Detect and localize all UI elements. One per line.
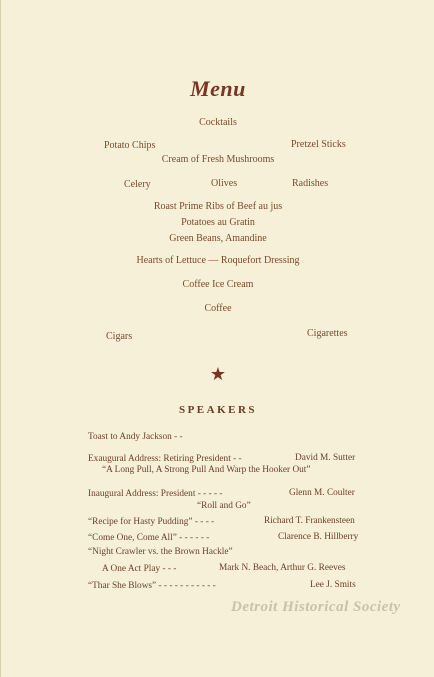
watermark: Detroit Historical Society: [231, 599, 401, 615]
speaker-night-crawler-title: “Night Crawler vs. the Brown Hackle”: [88, 547, 233, 557]
speaker-come-one-name: Clarence B. Hillberry: [278, 532, 359, 542]
speaker-thar-she-blows-title: “Thar She Blows” - - - - - - - - - - -: [88, 581, 216, 591]
menu-item-potatoes: Potatoes au Gratin: [181, 217, 255, 228]
speaker-come-one-title: “Come One, Come All” - - - - - -: [88, 533, 210, 543]
menu-item-roast: Roast Prime Ribs of Beef au jus: [153, 201, 283, 212]
menu-title: Menu: [190, 76, 246, 101]
menu-item-coffee: Coffee: [204, 303, 232, 314]
menu-item-potato-chips: Potato Chips: [104, 140, 156, 151]
menu-item-salad: Hearts of Lettuce — Roquefort Dressing: [136, 255, 300, 266]
speaker-exaugural-name: David M. Sutter: [295, 453, 356, 463]
speaker-hasty-pudding-name: Richard T. Frankensteen: [264, 516, 355, 526]
speaker-inaugural-label: Inaugural Address: President - - - - -: [88, 489, 223, 499]
menu-item-olives: Olives: [211, 178, 238, 189]
star-icon: ★: [209, 364, 227, 384]
speaker-thar-she-blows-name: Lee J. Smits: [310, 580, 356, 590]
speaker-hasty-pudding-title: “Recipe for Hasty Pudding” - - - -: [88, 517, 215, 527]
speaker-one-act-play-label: A One Act Play - - -: [102, 564, 177, 574]
menu-item-beans: Green Beans, Amandine: [169, 233, 267, 244]
menu-item-cocktails: Cocktails: [199, 117, 237, 128]
speakers-heading: SPEAKERS: [178, 404, 258, 416]
menu-item-radishes: Radishes: [292, 178, 329, 189]
menu-item-cigarettes: Cigarettes: [307, 328, 348, 339]
speaker-inaugural-name: Glenn M. Coulter: [289, 488, 355, 498]
speaker-exaugural-title: “A Long Pull, A Strong Pull And Warp the Hooker Out”: [102, 465, 311, 475]
menu-item-pretzel-sticks: Pretzel Sticks: [291, 139, 346, 150]
speaker-one-act-play-names: Mark N. Beach, Arthur G. Reeves: [219, 563, 346, 573]
speaker-inaugural-title: “Roll and Go”: [197, 501, 251, 511]
speaker-toast: Toast to Andy Jackson - -: [88, 432, 183, 442]
menu-item-dessert: Coffee Ice Cream: [182, 279, 254, 290]
menu-item-soup: Cream of Fresh Mushrooms: [161, 154, 275, 165]
speaker-exaugural-label: Exaugural Address: Retiring President - -: [88, 454, 242, 464]
menu-item-cigars: Cigars: [106, 331, 133, 342]
menu-item-celery: Celery: [124, 179, 151, 190]
